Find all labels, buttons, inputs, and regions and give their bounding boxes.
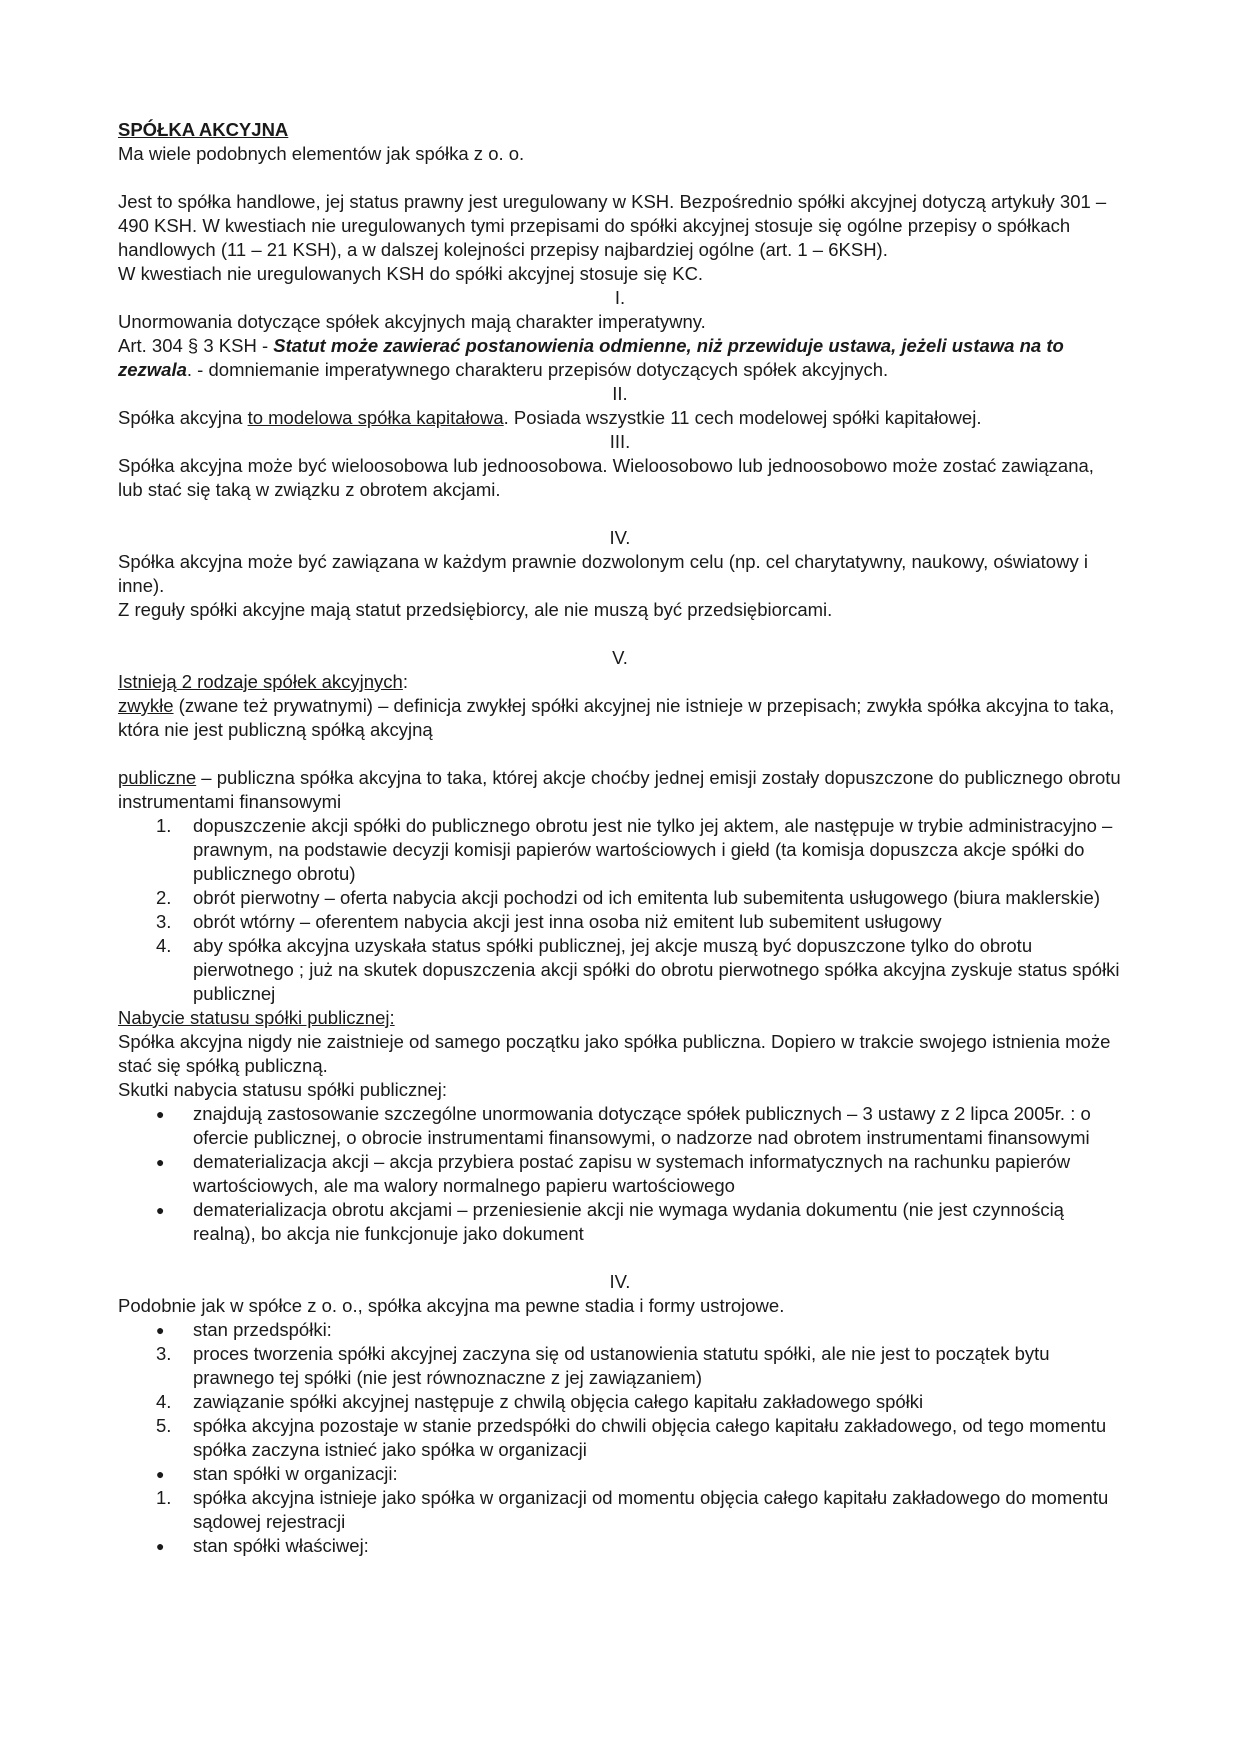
- list-item: [118, 934, 1122, 1006]
- bullet-item: [118, 1534, 1122, 1558]
- list-number: 3.: [156, 1343, 172, 1364]
- s2-underlined: to modelowa spółka kapitałowa: [247, 407, 504, 428]
- bullet-icon: ●: [156, 1466, 165, 1482]
- section-1-article: [118, 334, 1122, 382]
- list-number: 2.: [156, 887, 172, 908]
- list-number: 5.: [156, 1415, 172, 1436]
- bullet-item: [118, 1198, 1122, 1246]
- bullet-icon: ●: [156, 1106, 165, 1122]
- section-6-intro: Podobnie jak w spółce z o. o., spółka akcyjna ma pewne stadia i formy ustrojowe.: [118, 1295, 785, 1316]
- list-number: 4.: [156, 1391, 172, 1412]
- intro-line: Ma wiele podobnych elementów jak spółka z o. o.: [118, 143, 525, 164]
- list-text: dopuszczenie akcji spółki do publicznego obrotu jest nie tylko jej aktem, ale następuje w trybie administracyjno – prawnym, na podstawie decyzji komisji papierów wartościowych i giełd (ta komisja dopuszcza akcje spółki do publicznego obrotu): [193, 815, 1113, 884]
- skutki-heading: Skutki nabycia statusu spółki publicznej:: [118, 1079, 448, 1100]
- s2-text-a: Spółka akcyjna: [118, 407, 248, 428]
- bullet-text: dematerializacja akcji – akcja przybiera postać zapisu w systemach informatycznych na rachunku papierów wartościowych, ale ma walory normalnego papieru wartościowego: [193, 1151, 1071, 1196]
- type-zwykle: [118, 694, 1122, 742]
- types-colon: :: [402, 671, 408, 692]
- article-comment: . - domniemanie imperatywnego charakteru przepisów dotyczących spółek akcyjnych.: [186, 359, 889, 380]
- statute-quote: Statut może zawierać postanowienia odmienne, niż przewiduje ustawa, jeżeli ustawa na to zezwala: [118, 335, 1064, 380]
- bullet-item: [118, 1318, 1122, 1342]
- list-item: [118, 1342, 1122, 1390]
- bullet-icon: ●: [156, 1202, 165, 1218]
- nabycie-text: Spółka akcyjna nigdy nie zaistnieje od samego początku jako spółka publiczna. Dopiero w trakcie swojego istnienia może stać się spółką publiczną.: [118, 1031, 1111, 1076]
- list-text: obrót pierwotny – oferta nabycia akcji pochodzi od ich emitenta lub subemitenta usługowego (biura maklerskie): [193, 887, 1100, 908]
- section-number-4: IV.: [609, 527, 631, 548]
- list-item: [118, 886, 1122, 910]
- section-4-text-2: Z reguły spółki akcyjne mają statut przedsiębiorcy, ale nie muszą być przedsiębiorcami.: [118, 599, 833, 620]
- list-number: 1.: [156, 815, 172, 836]
- bullet-text: stan przedspółki:: [193, 1319, 332, 1340]
- section-number-6: IV.: [609, 1271, 631, 1292]
- section-5-heading: [118, 670, 1122, 694]
- section-1-text: Unormowania dotyczące spółek akcyjnych mają charakter imperatywny.: [118, 311, 706, 332]
- bullet-text: znajdują zastosowanie szczególne unormowania dotyczące spółek publicznych – 3 ustawy z 2 lipca 2005r. : o ofercie publicznej, o obrocie instrumentami finansowymi, o nadzorze nad obrotem instrumentami finansowymi: [193, 1103, 1091, 1148]
- bullet-icon: ●: [156, 1154, 165, 1170]
- document-title: SPÓŁKA AKCYJNA: [118, 119, 289, 140]
- paragraph-ksh: Jest to spółka handlowe, jej status prawny jest uregulowany w KSH. Bezpośrednio spółki akcyjnej dotyczą artykuły 301 – 490 KSH. W kwestiach nie uregulowanych tymi przepisami do spółki akcyjnej stosuje się ogólne przepisy o spółkach handlowych (11 – 21 KSH), a w dalszej kolejności przepisy najbardziej ogólne (art. 1 – 6KSH).: [118, 191, 1107, 260]
- zwykle-definition: (zwane też prywatnymi) – definicja zwykłej spółki akcyjnej nie istnieje w przepisach; zwykła spółka akcyjna to taka, która nie jest publiczną spółką akcyjną: [118, 695, 1115, 740]
- bullet-text: stan spółki właściwej:: [193, 1535, 369, 1556]
- bullet-item: [118, 1150, 1122, 1198]
- bullet-item: [118, 1462, 1122, 1486]
- bullet-item: [118, 1102, 1122, 1150]
- types-heading: Istnieją 2 rodzaje spółek akcyjnych: [118, 671, 403, 692]
- bullet-icon: ●: [156, 1538, 165, 1554]
- list-item: [118, 814, 1122, 886]
- list-text: spółka akcyjna istnieje jako spółka w organizacji od momentu objęcia całego kapitału zakładowego do momentu sądowej rejestracji: [193, 1487, 1109, 1532]
- section-number-3: III.: [609, 431, 631, 452]
- list-number: 1.: [156, 1487, 172, 1508]
- section-number-5: V.: [612, 647, 628, 668]
- nabycie-heading: Nabycie statusu spółki publicznej:: [118, 1007, 395, 1028]
- list-item: [118, 1390, 1122, 1414]
- list-text: obrót wtórny – oferentem nabycia akcji jest inna osoba niż emitent lub subemitent usługowy: [193, 911, 942, 932]
- zwykle-term: zwykłe: [118, 695, 174, 716]
- publiczne-term: publiczne: [118, 767, 197, 788]
- section-number-2: II.: [612, 383, 628, 404]
- paragraph-kc: W kwestiach nie uregulowanych KSH do spółki akcyjnej stosuje się KC.: [118, 263, 704, 284]
- list-item: [118, 910, 1122, 934]
- publiczne-definition: – publiczna spółka akcyjna to taka, której akcje choćby jednej emisji zostały dopuszczone do publicznego obrotu instrumentami finansowymi: [118, 767, 1121, 812]
- list-text: zawiązanie spółki akcyjnej następuje z chwilą objęcia całego kapitału zakładowego spółki: [193, 1391, 924, 1412]
- section-4-text-1: Spółka akcyjna może być zawiązana w każdym prawnie dozwolonym celu (np. cel charytatywny, naukowy, oświatowy i inne).: [118, 551, 1088, 596]
- list-item: [118, 1486, 1122, 1534]
- bullet-text: dematerializacja obrotu akcjami – przeniesienie akcji nie wymaga wydania dokumentu (nie jest czynnością realną), bo akcja nie funkcjonuje jako dokument: [193, 1199, 1064, 1244]
- article-ref: Art. 304 § 3 KSH -: [118, 335, 274, 356]
- list-number: 3.: [156, 911, 172, 932]
- list-text: spółka akcyjna pozostaje w stanie przedspółki do chwili objęcia całego kapitału zakładowego, od tego momentu spółka zaczyna istnieć jako spółka w organizacji: [193, 1415, 1107, 1460]
- section-number-1: I.: [614, 287, 626, 308]
- section-2-text: [118, 406, 1122, 430]
- bullet-icon: ●: [156, 1322, 165, 1338]
- list-text: proces tworzenia spółki akcyjnej zaczyna się od ustanowienia statutu spółki, ale nie jest to początek bytu prawnego tej spółki (nie jest równoznaczne z jej zawiązaniem): [193, 1343, 1050, 1388]
- list-text: aby spółka akcyjna uzyskała status spółki publicznej, jej akcje muszą być dopuszczone tylko do obrotu pierwotnego ; już na skutek dopuszczenia akcji spółki do obrotu pierwotnego spółka akcyjna zyskuje status spółki publicznej: [193, 935, 1120, 1004]
- s2-text-b: . Posiada wszystkie 11 cech modelowej spółki kapitałowej.: [503, 407, 982, 428]
- type-publiczne: [118, 766, 1122, 814]
- list-item: [118, 1414, 1122, 1462]
- bullet-text: stan spółki w organizacji:: [193, 1463, 398, 1484]
- list-number: 4.: [156, 935, 172, 956]
- section-3-text: Spółka akcyjna może być wieloosobowa lub jednoosobowa. Wieloosobowo lub jednoosobowo może zostać zawiązana, lub stać się taką w związku z obrotem akcjami.: [118, 455, 1094, 500]
